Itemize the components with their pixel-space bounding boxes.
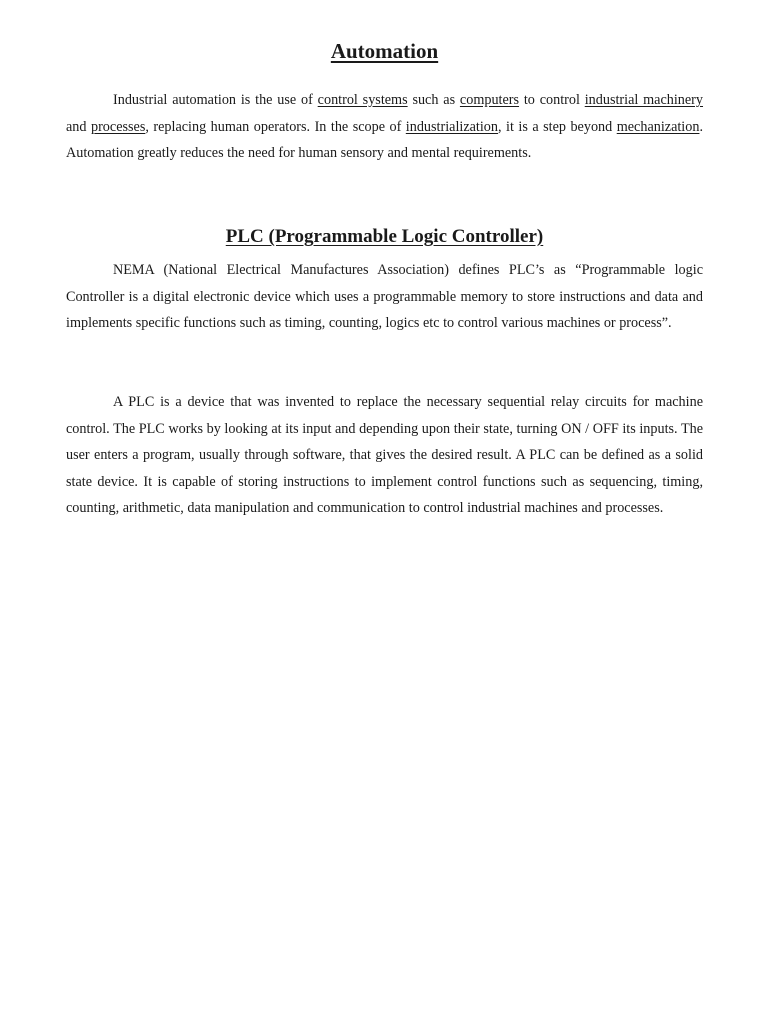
- section-heading-text: PLC (Programmable Logic Controller): [225, 226, 544, 247]
- automation-paragraph: [66, 87, 703, 167]
- nema-definition-paragraph: NEMA (National Electrical Manufactures Association) defines PLC’s as “Programmable logic Controller is a digital electronic device which uses a programmable memory to store instructions and data and implements specific functions such as timing, counting, logics etc to control various machines or process”.: [66, 262, 703, 332]
- intro-text: such as: [407, 92, 460, 108]
- intro-text: and: [66, 118, 91, 135]
- page-title: [66, 38, 703, 64]
- link-industrialization[interactable]: industrialization: [405, 118, 498, 135]
- link-processes[interactable]: processes: [90, 118, 146, 135]
- link-control-systems[interactable]: control systems: [317, 92, 408, 108]
- intro-text: . Automation greatly reduces the need for human sensory and mental requirements.: [66, 118, 703, 162]
- link-industrial-machinery[interactable]: industrial machinery: [584, 92, 704, 108]
- intro-text: , it is a step beyond: [498, 118, 617, 135]
- plc-description-paragraph: A PLC is a device that was invented to replace the necessary sequential relay circuits for machine control. The PLC works by looking at its input and depending upon their state, turning ON / OFF its inputs. The user enters a program, usually through software, that gives the desired result. A PLC can be defined as a solid state device. It is capable of storing instructions to implement control functions such as sequencing, timing, counting, arithmetic, data manipulation and communication to control industrial machines and processes.: [66, 394, 703, 517]
- link-mechanization[interactable]: mechanization: [616, 118, 700, 135]
- intro-text: to control: [519, 92, 585, 108]
- link-computers[interactable]: computers: [459, 92, 520, 108]
- intro-text: Industrial automation is the use of: [113, 92, 318, 108]
- intro-text: , replacing human operators. In the scope of: [145, 118, 406, 135]
- section-heading: [66, 225, 703, 249]
- page-title-text: Automation: [330, 39, 439, 63]
